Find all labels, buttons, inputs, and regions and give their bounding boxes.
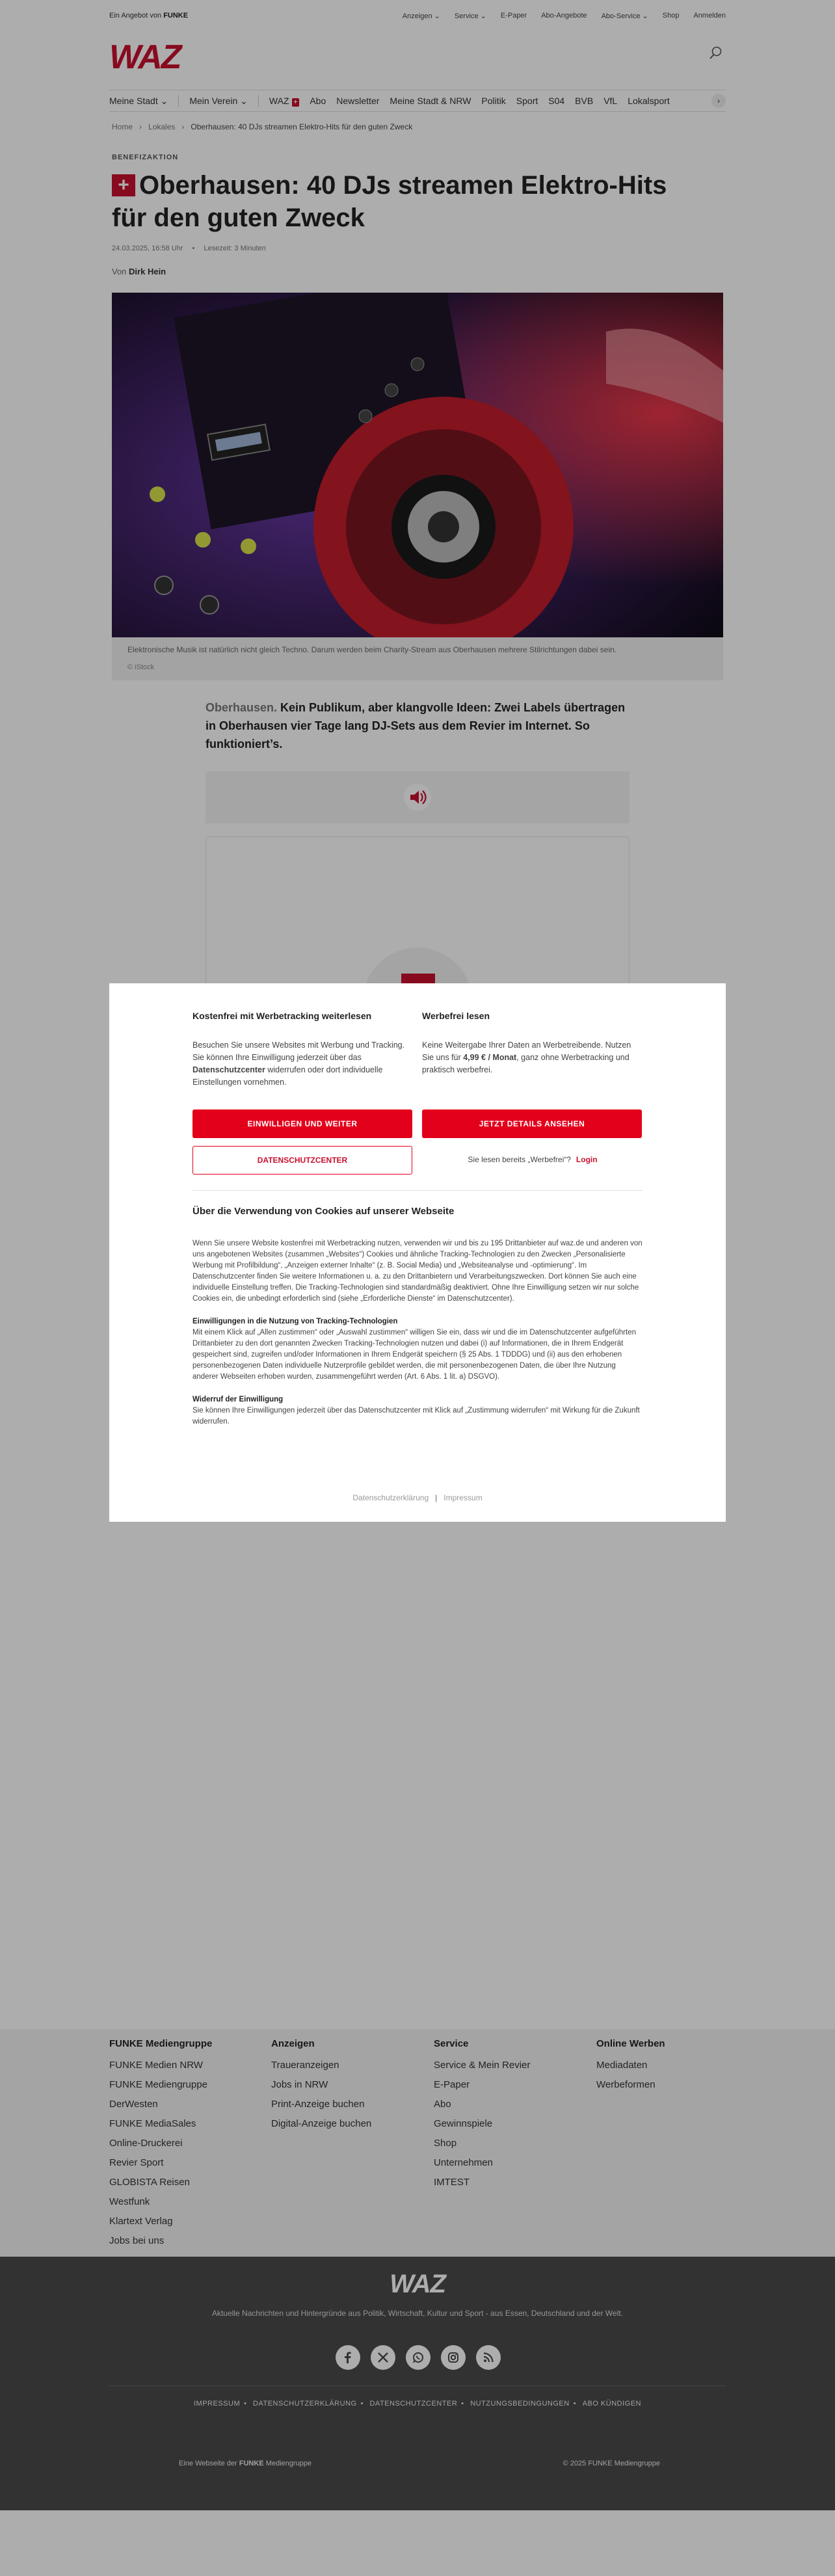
nav-lokalsport[interactable]: Lokalsport: [628, 96, 670, 106]
nav-abo[interactable]: Abo: [310, 96, 326, 106]
owner-text: Eine Webseite der: [179, 2460, 237, 2467]
consent-right-text-1: Keine Weitergabe Ihrer Daten an Werbetreibende. Nutzen Sie uns für: [422, 1041, 631, 1062]
footer-link[interactable]: DerWesten: [109, 2099, 158, 2110]
footer-link[interactable]: FUNKE Medien NRW: [109, 2060, 203, 2071]
footer-link[interactable]: Jobs in NRW: [271, 2079, 328, 2090]
consent-text: Mit einem Klick auf „Allen zustimmen“ oder „Auswahl zustimmen“ willigen Sie ein, dass wir und die im Datenschutzcenter aufgeführten Drittanbieter zu den dort genannten Zwecken Tracking-Technologien nutzen und dabei (i) auf Informationen, die in Ihrem Endgerät gespeichert sind, zugreifen und/oder Informationen in Ihrem Endgerät speichern (§ 25 Abs. 1 TDDDG) und (ii) aus den erhobenen personenbezogenen Daten individuelle Nutzerprofile gebildet werden, die mit personenbezogenen Daten, die über Ihre Nutzung anderer Webseiten erhoben wurden, zusammengeführt werden (Art. 6 Abs. 1 lit. a) DSGVO).: [192, 1329, 636, 1381]
breadcrumb-lokales[interactable]: Lokales: [148, 122, 176, 131]
price: 4,99 € / Monat: [463, 1053, 517, 1062]
nav-scroll-right-icon[interactable]: ›: [711, 94, 726, 108]
footer-link[interactable]: Traueranzeigen: [271, 2060, 339, 2071]
footer-col-title: Anzeigen: [271, 2038, 315, 2049]
consent-footer: [109, 1493, 726, 1502]
footer-link[interactable]: Westfunk: [109, 2196, 150, 2207]
article-title-text: Oberhausen: 40 DJs streamen Elektro-Hits für den guten Zweck: [112, 171, 667, 232]
topnav-service[interactable]: Service ⌄: [454, 12, 486, 20]
accept-button[interactable]: EINWILLIGEN UND WEITER: [192, 1109, 412, 1138]
waz-logo[interactable]: WAZ: [109, 38, 181, 76]
funke-brand[interactable]: FUNKE: [163, 12, 189, 20]
plus-icon: +: [112, 174, 135, 196]
consent-right-text-2: , ganz ohne Werbetracking und praktisch werbefrei.: [422, 1053, 630, 1074]
footer-col-title: Online Werben: [596, 2038, 665, 2049]
image-credit: © iStock: [127, 663, 155, 671]
article-date: 24.03.2025, 16:58 Uhr: [112, 245, 183, 252]
footer-link[interactable]: IMTEST: [434, 2177, 470, 2188]
legal-datenschutzcenter[interactable]: DATENSCHUTZCENTER: [369, 2400, 458, 2408]
meta-dot: •: [192, 245, 195, 252]
consent-right-column: [422, 1011, 643, 1076]
consent-left-text-2: widerrufen oder dort individuelle Einstellungen vornehmen.: [192, 1065, 383, 1087]
consent-heading: Einwilligungen in die Nutzung von Tracking-Technologien: [192, 1318, 398, 1325]
privacy-link[interactable]: Datenschutzerklärung: [352, 1493, 429, 1502]
nav-politik[interactable]: Politik: [481, 96, 506, 106]
nav-sport[interactable]: Sport: [516, 96, 538, 106]
consent-left-title: Kostenfrei mit Werbetracking weiterlesen: [192, 1011, 372, 1021]
owner-text-2: Mediengruppe: [265, 2460, 312, 2467]
author-name[interactable]: Dirk Hein: [129, 267, 166, 276]
consent-left-text: [192, 1039, 414, 1089]
legal-links: IMPRESSUM • DATENSCHUTZERKLÄRUNG • DATENSCHUTZCENTER • NUTZUNGSBEDINGUNGEN • ABO KÜNDIGEN: [193, 2400, 641, 2408]
consent-divider: [192, 1190, 643, 1191]
footer-link[interactable]: Unternehmen: [434, 2157, 493, 2168]
breadcrumb-home[interactable]: Home: [112, 122, 133, 131]
revoke-heading: Widerruf der Einwilligung: [192, 1396, 284, 1403]
footer-col-title: Service: [434, 2038, 469, 2049]
privacy-center-button[interactable]: DATENSCHUTZCENTER: [192, 1146, 412, 1175]
cookie-body: [192, 1238, 643, 1427]
details-button[interactable]: JETZT DETAILS ANSEHEN: [422, 1109, 642, 1138]
already-subscribed: [422, 1155, 643, 1164]
consent-left-column: [192, 1011, 414, 1089]
copyright: © 2025 FUNKE Mediengruppe: [563, 2460, 660, 2467]
imprint-link[interactable]: Impressum: [444, 1493, 483, 1502]
consent-right-text: [422, 1039, 643, 1076]
topnav-abo-angebote[interactable]: Abo-Angebote: [541, 12, 587, 20]
consent-right-title: Werbefrei lesen: [422, 1011, 490, 1021]
breadcrumb-separator: ›: [181, 122, 185, 131]
nav-s04[interactable]: S04: [548, 96, 565, 106]
footer-link[interactable]: Service & Mein Revier: [434, 2060, 531, 2071]
revoke-text: Sie können Ihre Einwilligungen jederzeit über das Datenschutzcenter mit Klick auf „Zustimmung widerrufen“ mit Wirkung für die Zukunft widerrufen.: [192, 1407, 640, 1426]
nav-mein-verein[interactable]: Mein Verein ⌄: [189, 95, 248, 106]
footer-link[interactable]: FUNKE MediaSales: [109, 2118, 196, 2129]
footer-link[interactable]: Shop: [434, 2138, 457, 2149]
footer-link[interactable]: Revier Sport: [109, 2157, 164, 2168]
offer-text: Ein Angebot von: [109, 12, 162, 20]
cookie-title: Über die Verwendung von Cookies auf unserer Webseite: [192, 1206, 455, 1217]
footer-link[interactable]: GLOBISTA Reisen: [109, 2177, 190, 2188]
footer-col-title: FUNKE Mediengruppe: [109, 2038, 213, 2049]
footer-bar: |: [435, 1493, 438, 1502]
caption-text: Elektronische Musik ist natürlich nicht gleich Techno. Darum werden beim Charity-Stream aus Oberhausen mehrere Stilrichtungen dabei sein.: [127, 645, 617, 654]
footer-link[interactable]: Print-Anzeige buchen: [271, 2099, 365, 2110]
footer-link[interactable]: Abo: [434, 2099, 451, 2110]
lead-location: Oberhausen.: [205, 701, 278, 714]
topnav-anzeigen[interactable]: Anzeigen ⌄: [402, 12, 440, 20]
footer-link[interactable]: Werbeformen: [596, 2079, 656, 2090]
article-kicker: BENEFIZAKTION: [112, 153, 179, 161]
login-link[interactable]: Anmelden: [693, 12, 726, 20]
already-text: Sie lesen bereits „Werbefrei“?: [468, 1155, 571, 1164]
nav-vfl[interactable]: VfL: [603, 96, 618, 106]
legal-datenschutz[interactable]: DATENSCHUTZERKLÄRUNG: [253, 2400, 357, 2408]
consent-dialog: [109, 983, 726, 1522]
footer-link[interactable]: E-Paper: [434, 2079, 470, 2090]
nav-meine-stadt-nrw[interactable]: Meine Stadt & NRW: [390, 96, 471, 106]
nav-newsletter[interactable]: Newsletter: [336, 96, 380, 106]
footer-tagline: Aktuelle Nachrichten und Hintergründe aus Politik, Wirtschaft, Kultur und Sport - aus Essen, Deutschland und der Welt.: [211, 2309, 624, 2318]
login-link[interactable]: Login: [576, 1155, 598, 1164]
lead-text: Kein Publikum, aber klangvolle Ideen: Zwei Labels übertragen in Oberhausen vier Tage lang DJ-Sets aus dem Revier im Internet. So funktioniert’s.: [205, 701, 626, 750]
consent-left-text-1: Besuchen Sie unsere Websites mit Werbung und Tracking. Sie können Ihre Einwilligung jederzeit über das: [192, 1041, 405, 1062]
footer-logo[interactable]: WAZ: [390, 2270, 445, 2298]
footer-link[interactable]: Gewinnspiele: [434, 2118, 493, 2129]
topnav-epaper[interactable]: E-Paper: [500, 12, 527, 20]
footer-link[interactable]: Klartext Verlag: [109, 2216, 173, 2227]
author-prefix: Von: [112, 267, 127, 276]
plus-badge: +: [292, 98, 300, 107]
topnav-abo-service[interactable]: Abo-Service ⌄: [601, 12, 648, 20]
reading-time: Lesezeit: 3 Minuten: [204, 245, 266, 252]
legal-impressum[interactable]: IMPRESSUM: [193, 2400, 241, 2408]
owner-brand[interactable]: FUNKE: [239, 2460, 264, 2467]
breadcrumb-current: Oberhausen: 40 DJs streamen Elektro-Hits für den guten Zweck: [191, 122, 413, 131]
cookie-text: Wenn Sie unsere Website kostenfrei mit Werbetracking nutzen, verwenden wir und bis zu 195 Drittanbieter auf waz.de und anderen von uns angebotenen Websites (zusammen „Websites“) Cookies und ähnliche Tracking-Technologien zu den Zwecken „Personalisierte Werbung mit Profilbildung“, „Anzeigen externer Inhalte“ (z. B. Social Media) und „Websiteanalyse und -optimierung“. Im Datenschutzcenter finden Sie weitere Informationen u. a. zu den Drittanbietern und Verarbeitungszwecken. Dort können Sie auch eine individuelle Einstellung treffen. Die Tracking-Technologien sind standardmäßig deaktiviert. Ohne Ihre Einwilligung setzen wir nur solche Cookies ein, die unbedingt erforderlich sind (siehe „Erforderliche Dienste“ im Datenschutzcenter).: [192, 1240, 643, 1303]
footer-link[interactable]: FUNKE Mediengruppe: [109, 2079, 207, 2090]
footer-link[interactable]: Digital-Anzeige buchen: [271, 2118, 372, 2129]
nav-waz-label: WAZ: [269, 95, 289, 106]
footer-link[interactable]: Online-Druckerei: [109, 2138, 183, 2149]
datenschutzcenter-link[interactable]: Datenschutzcenter: [192, 1065, 265, 1074]
footer-link[interactable]: Mediadaten: [596, 2060, 648, 2071]
nav-meine-stadt[interactable]: Meine Stadt ⌄: [109, 95, 168, 106]
topnav-shop[interactable]: Shop: [662, 12, 680, 20]
legal-nutzungsbedingungen[interactable]: NUTZUNGSBEDINGUNGEN: [470, 2400, 570, 2408]
nav-bvb[interactable]: BVB: [575, 96, 594, 106]
footer-link[interactable]: Jobs bei uns: [109, 2235, 165, 2246]
breadcrumb-separator: ›: [139, 122, 142, 131]
legal-abo-kuendigen[interactable]: ABO KÜNDIGEN: [582, 2400, 641, 2408]
